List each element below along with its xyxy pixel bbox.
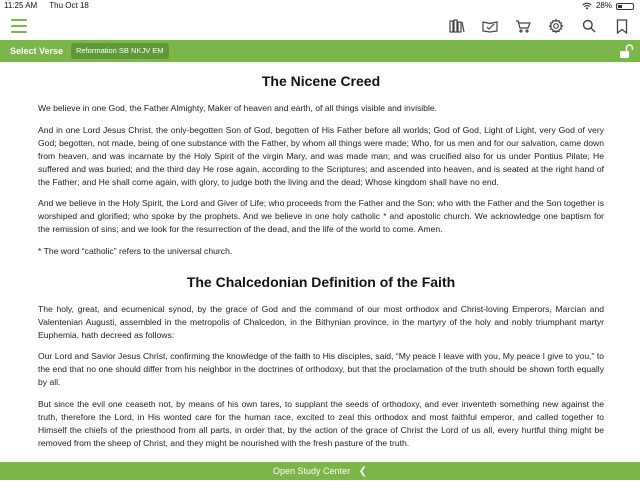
status-bar [0, 0, 640, 12]
paragraph: We believe in one God, the Father Almighty, Maker of heaven and earth, of all things visible and invisible. [38, 103, 438, 113]
reading-plan-icon[interactable] [480, 16, 500, 36]
heading-nicene-creed: The Nicene Creed [261, 73, 381, 89]
study-center-label: Open Study Center [273, 466, 351, 476]
version-selector[interactable]: Reformation SB NKJV EM [71, 43, 169, 59]
top-toolbar [0, 12, 640, 40]
battery-fill [618, 5, 622, 8]
wifi-icon [582, 2, 592, 10]
unlock-icon[interactable] [618, 43, 634, 59]
footnote: * The word “catholic” refers to the universal church. [38, 245, 233, 256]
paragraph: And we believe in the Holy Spirit, the Lord and Giver of Life; who proceeds from the Father and the Son; who with the Father and the Son together is worshiped and glorified; who spoke by the prophets. And we believe in one holy catholic * and apostolic church. We acknowledge one baptism for the remission of sins; and we look for the resurrection of the dead, and the life of the world to come. Amen. [38, 198, 604, 234]
search-icon[interactable] [579, 16, 599, 36]
paragraph: Our Lord and Savior Jesus Christ, confirming the knowledge of the faith to His disciples, said, “My peace I leave with you, My peace I give to you,” to the end that no one should differ from his neighbor in the doctrines of orthodoxy, but that the proclamation of the truth should be shown forth equally by all. [38, 351, 604, 387]
library-icon[interactable] [447, 16, 467, 36]
battery-icon [616, 3, 634, 10]
document-content [38, 62, 604, 462]
status-date: Thu Oct 18 [49, 1, 89, 10]
paragraph: But since the evil one ceaseth not, by means of his own tares, to supplant the seeds of orthodoxy, and ever inventeth something new against the truth, therefore the Lord, in His wonted care for the human race, excited to zeal this orthodox and most faithful emperor, and called together to Himself the chiefs of the priesthood from all parts, in order that, by the action of the grace of Christ the Lord of us all, every hurtful thing might be removed from the sheep of Christ, and they might be nourished with the fresh pasture of the truth. [38, 398, 604, 448]
verse-bar [0, 40, 640, 62]
paragraph: The holy, great, and ecumenical synod, by the grace of God and the command of our most orthodox and Christ-loving Emperors, Marcian and Valentenian Augusti, assembled in the metropolis of Chalcedon, in the Bithynian province, in the martyry of the holy and nobly triumphant martyr Euphemia, hath decreed as follows: [38, 303, 604, 340]
heading-chalcedonian-definition: The Chalcedonian Definition of the Faith [186, 273, 456, 290]
gear-icon[interactable] [546, 16, 566, 36]
select-verse-button[interactable]: Select Verse [10, 46, 64, 56]
status-time: 11:25 AM [4, 1, 38, 10]
battery-percent: 28% [595, 1, 612, 10]
menu-icon[interactable] [11, 19, 27, 33]
chevron-left-icon: ❮ [358, 466, 367, 477]
paragraph: And in one Lord Jesus Christ, the only-begotten Son of God, begotten of His Father before all worlds; God of God, Light of Light, very God of very God; begotten, not made, being of one substance with the Father, by whom all things were made; Who, for us men and for our salvation, came down from heaven, and was incarnate by the Holy Spirit of the virgin Mary, and was made man; and was crucified also for us under Pontius Pilate; He suffered and was buried; and the third day He rose again, according to the Scriptures; and ascended into heaven, and is seated at the right hand of the Father; and He shall come again, with glory, to judge both the living and the dead; Whose kingdom shall have no end. [38, 124, 604, 187]
cart-icon[interactable] [513, 16, 533, 36]
bookmark-icon[interactable] [612, 16, 632, 36]
open-study-center-button[interactable] [0, 462, 640, 480]
